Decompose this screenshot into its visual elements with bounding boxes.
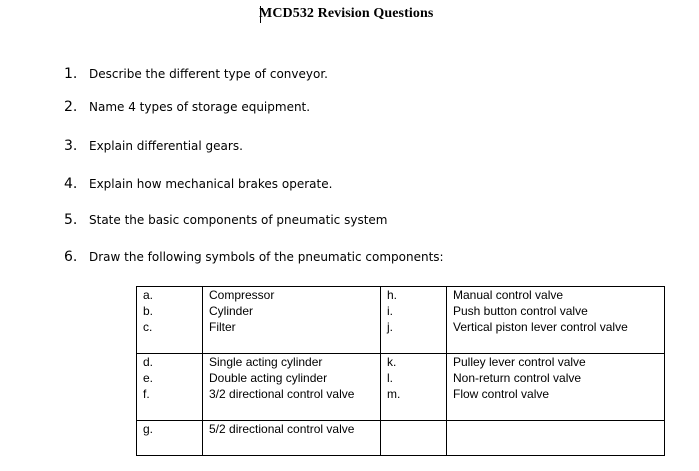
question-text: State the basic components of pneumatic system	[89, 213, 388, 227]
page-title: MCD532 Revision Questions	[259, 6, 434, 21]
component-name: Flow control valve	[447, 386, 665, 421]
table-row	[137, 386, 665, 421]
question-number: 6.	[64, 249, 78, 265]
item-letter: k.	[381, 354, 447, 371]
component-name	[447, 421, 665, 456]
item-letter	[381, 421, 447, 456]
item-letter: e.	[137, 370, 203, 386]
component-name: Pulley lever control valve	[447, 354, 665, 371]
component-name: 5/2 directional control valve	[203, 421, 381, 456]
component-name: Non-return control valve	[447, 370, 665, 386]
item-letter: c.	[137, 319, 203, 354]
component-name: Single acting cylinder	[203, 354, 381, 371]
question-text: Explain differential gears.	[89, 139, 243, 153]
item-letter: m.	[381, 386, 447, 421]
question-number: 1.	[64, 66, 78, 82]
table-row	[137, 303, 665, 319]
item-letter: a.	[137, 287, 203, 304]
table-row	[137, 319, 665, 354]
question-text: Explain how mechanical brakes operate.	[89, 177, 333, 191]
table-row	[137, 421, 665, 456]
component-name: Compressor	[203, 287, 381, 304]
symbols-table	[136, 286, 665, 456]
component-name: 3/2 directional control valve	[203, 386, 381, 421]
component-name: Manual control valve	[447, 287, 665, 304]
question-number: 3.	[64, 138, 78, 154]
item-letter: f.	[137, 386, 203, 421]
question-text: Describe the different type of conveyor.	[89, 67, 328, 81]
question-text: Draw the following symbols of the pneumatic components:	[89, 250, 444, 264]
table-row	[137, 370, 665, 386]
item-letter: b.	[137, 303, 203, 319]
item-letter: i.	[381, 303, 447, 319]
item-letter: d.	[137, 354, 203, 371]
component-name: Push button control valve	[447, 303, 665, 319]
table-row	[137, 354, 665, 371]
component-name: Filter	[203, 319, 381, 354]
question-number: 2.	[64, 99, 78, 115]
component-name: Double acting cylinder	[203, 370, 381, 386]
question-text: Name 4 types of storage equipment.	[89, 100, 311, 114]
item-letter: g.	[137, 421, 203, 456]
item-letter: j.	[381, 319, 447, 354]
item-letter: h.	[381, 287, 447, 304]
question-number: 4.	[64, 176, 78, 192]
item-letter: l.	[381, 370, 447, 386]
table-row	[137, 287, 665, 304]
question-number: 5.	[64, 212, 78, 228]
component-name: Cylinder	[203, 303, 381, 319]
component-name: Vertical piston lever control valve	[447, 319, 665, 354]
